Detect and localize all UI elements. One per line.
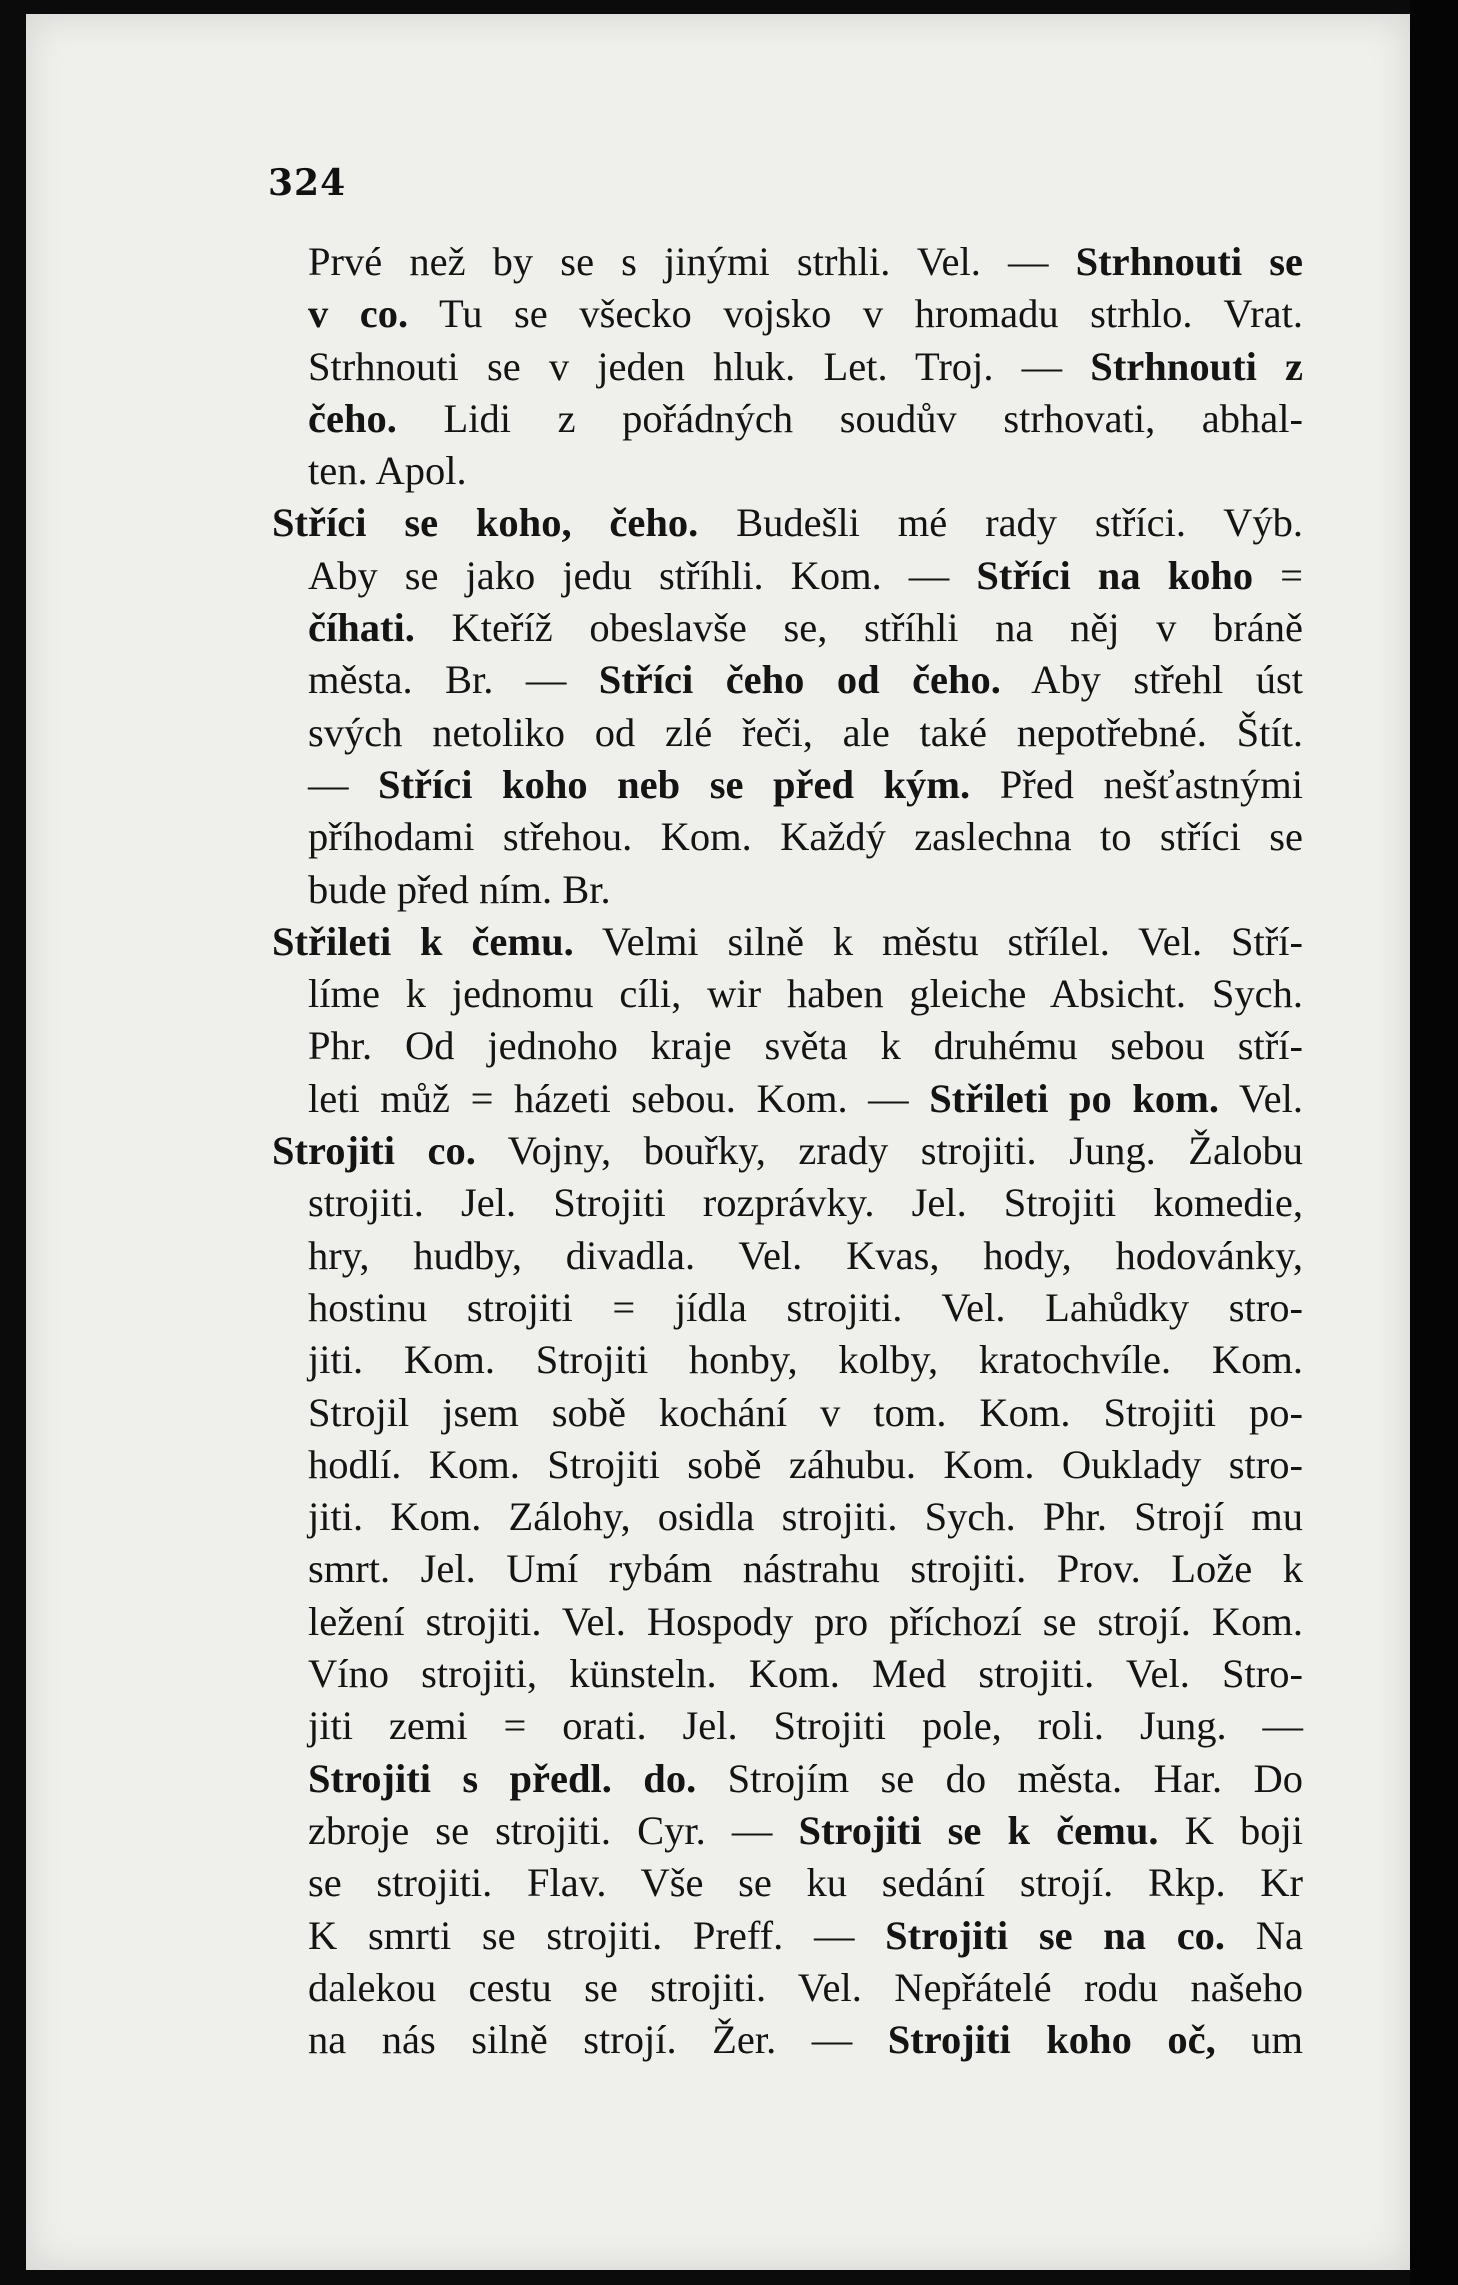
text-segment: Phr. Od jednoho kraje světa k druhému sebou stří- (308, 1023, 1303, 1069)
text-line (308, 341, 1303, 393)
scan-border (1410, 0, 1458, 2285)
text-segment: Aby se jako jedu stříhli. Kom. — (308, 552, 977, 598)
text-line (308, 288, 1303, 340)
text-line (308, 759, 1303, 811)
text-segment: města. Br. — (308, 657, 599, 703)
text-segment: hostinu strojiti = jídla strojiti. Vel. Lahůdky stro- (308, 1284, 1303, 1330)
text-segment: um (1215, 2017, 1303, 2063)
text-segment: Vojny, bouřky, zrady strojiti. Jung. Žalobu (475, 1128, 1303, 1174)
headword: Stříci čeho od čeho. (598, 657, 1001, 703)
text-segment: ležení strojiti. Vel. Hospody pro příchozí se strojí. Kom. (308, 1598, 1303, 1644)
text-segment: ten. Apol. (308, 448, 467, 494)
text-line (308, 1910, 1303, 1962)
text-segment: leti můž = házeti sebou. Kom. — (308, 1075, 930, 1121)
text-segment: K boji (1158, 1807, 1303, 1853)
text-segment: Víno strojiti, künsteln. Kom. Med strojiti. Vel. Stro- (308, 1651, 1303, 1697)
book-page (26, 14, 1410, 2270)
headword: Stříci koho neb se před kým. (378, 761, 971, 807)
text-segment: strojiti. Jel. Strojiti rozprávky. Jel. Strojiti komedie, (308, 1180, 1303, 1226)
text-segment: Vel. (1219, 1075, 1303, 1121)
text-line (308, 1230, 1303, 1282)
text-segment: smrt. Jel. Umí rybám nástrahu strojiti. Prov. Lože k (308, 1546, 1303, 1592)
text-line (308, 707, 1303, 759)
text-line (308, 1387, 1303, 1439)
text-segment: dalekou cestu se strojiti. Vel. Nepřátelé rodu našeho (308, 1964, 1303, 2010)
text-segment: Lidi z pořádných soudův strhovati, abhal- (396, 395, 1303, 441)
text-segment: zbroje se strojiti. Cyr. — (308, 1807, 799, 1853)
text-segment: Prvé než by se s jinými strhli. Vel. — (308, 239, 1076, 284)
text-segment: Před nešťastnými (970, 761, 1304, 807)
text-line (308, 1177, 1303, 1229)
headword: Strojiti koho oč, (887, 2017, 1216, 2063)
text-line (308, 1648, 1303, 1700)
text-segment: bude před ním. Br. (308, 866, 611, 912)
headword: Stříci se koho, čeho. (272, 500, 699, 546)
text-segment: — (308, 761, 379, 807)
text-segment: jiti. Kom. Strojiti honby, kolby, kratochvíle. Kom. (308, 1337, 1303, 1383)
text-segment: líme k jednomu cíli, wir haben gleiche Absicht. Sych. (308, 971, 1303, 1017)
text-segment: jiti. Kom. Zálohy, osidla strojiti. Sych. Phr. Strojí mu (308, 1494, 1303, 1540)
text-line (308, 445, 1303, 497)
headword: Střileti po kom. (929, 1075, 1220, 1121)
text-line (308, 1020, 1303, 1072)
headword: Stříci na koho (976, 552, 1254, 598)
text-line (308, 2014, 1303, 2066)
headword: číhati. (308, 605, 415, 651)
text-segment: Na (1225, 1912, 1303, 1958)
text-segment: Velmi silně k městu střílel. Vel. Stří- (573, 918, 1303, 964)
headword: Strojiti se na co. (885, 1912, 1226, 1958)
text-segment: hodlí. Kom. Strojiti sobě záhubu. Kom. Ouklady stro- (308, 1441, 1303, 1487)
text-line (308, 1491, 1303, 1543)
text-line (308, 1073, 1303, 1125)
text-line (308, 968, 1303, 1020)
headword: Střileti k čemu. (272, 918, 574, 964)
headword: Strhnouti z (1090, 343, 1303, 389)
text-line (308, 1439, 1303, 1491)
headword: Strhnouti se (1075, 239, 1303, 284)
page-number: 324 (268, 162, 347, 204)
text-line (308, 236, 1303, 288)
text-line (272, 497, 1303, 549)
text-line (308, 393, 1303, 445)
headword: Strojiti se k čemu. (798, 1807, 1159, 1853)
text-segment: se strojiti. Flav. Vše se ku sedání strojí. Rkp. Kr (308, 1860, 1303, 1906)
text-line (308, 1857, 1303, 1909)
headword: Strojiti co. (272, 1128, 476, 1174)
text-line (308, 1700, 1303, 1752)
text-segment: příhodami střehou. Kom. Každý zaslechna to stříci se (308, 814, 1303, 860)
text-line (308, 550, 1303, 602)
text-segment: K smrti se strojiti. Preff. — (308, 1912, 886, 1958)
text-line (308, 811, 1303, 863)
headword: Strojiti s předl. do. (308, 1755, 697, 1801)
headword: v co. (308, 291, 409, 337)
text-segment: Strojil jsem sobě kochání v tom. Kom. Strojiti po- (308, 1389, 1303, 1435)
text-segment: hry, hudby, divadla. Vel. Kvas, hody, hodovánky, (308, 1232, 1303, 1278)
text-line (308, 1282, 1303, 1334)
headword: čeho. (308, 395, 397, 441)
text-line (308, 864, 1303, 916)
text-segment: svých netoliko od zlé řeči, ale také nepotřebné. Štít. (308, 709, 1303, 755)
text-segment: jiti zemi = orati. Jel. Strojiti pole, roli. Jung. — (308, 1703, 1303, 1749)
dictionary-text (272, 236, 1304, 2066)
text-segment: na nás silně strojí. Žer. — (308, 2017, 888, 2063)
text-segment: Strhnouti se v jeden hluk. Let. Troj. — (308, 343, 1091, 389)
text-segment: = (1253, 552, 1303, 598)
text-segment: Aby střehl úst (1000, 657, 1303, 703)
text-line (272, 1125, 1303, 1177)
text-line (308, 1543, 1303, 1595)
text-line (272, 916, 1303, 968)
text-segment: Kteříž obeslavše se, stříhli na něj v bráně (414, 605, 1303, 651)
text-segment: Tu se všecko vojsko v hromadu strhlo. Vrat. (408, 291, 1303, 337)
text-line (308, 1962, 1303, 2014)
text-segment: Strojím se do města. Har. Do (696, 1755, 1303, 1801)
text-line (308, 1596, 1303, 1648)
text-line (308, 1805, 1303, 1857)
text-line (308, 1334, 1303, 1386)
text-line (308, 654, 1303, 706)
text-line (308, 602, 1303, 654)
text-line (308, 1753, 1303, 1805)
text-segment: Budešli mé rady stříci. Výb. (698, 500, 1303, 546)
